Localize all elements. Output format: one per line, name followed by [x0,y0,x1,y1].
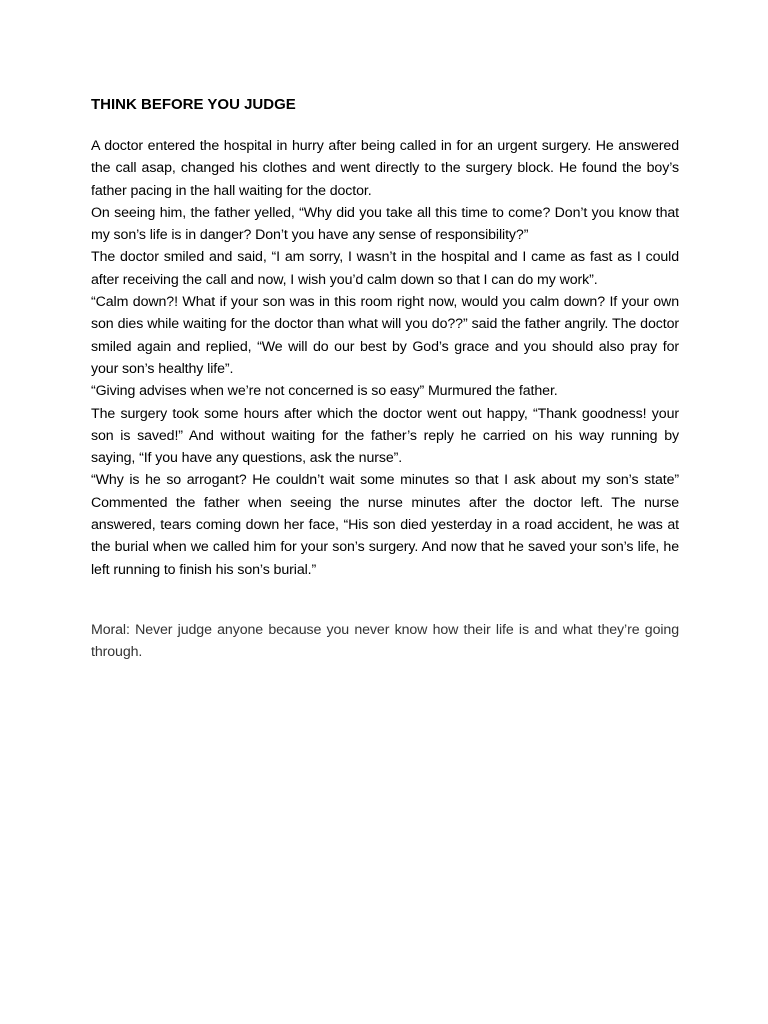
moral-text: Moral: Never judge anyone because you never know how their life is and what they’re going through. [91,621,679,661]
story-paragraph-7: “Why is he so arrogant? He couldn’t wait some minutes so that I ask about my son’s state” Commented the father when seeing the nurse minutes after the doctor left. The nurse answered, tears coming down her face, “His son died yesterday in a road accident, he was at the burial when we called him for your son’s surgery. And now that he saved your son’s life, he left running to finish his son’s burial.” [91,472,679,578]
story-body [91,135,679,581]
story-paragraph-1: A doctor entered the hospital in hurry after being called in for an urgent surgery. He answered the call asap, changed his clothes and went directly to the surgery block. He found the boy’s father pacing in the hall waiting for the doctor. [91,138,679,199]
story-paragraph-3: The doctor smiled and said, “I am sorry, I wasn’t in the hospital and I came as fast as I could after receiving the call and now, I wish you’d calm down so that I can do my work”. [91,249,679,288]
document-page [91,94,679,664]
document-title: THINK BEFORE YOU JUDGE [91,96,296,113]
story-paragraph-5: “Giving advises when we’re not concerned is so easy” Murmured the father. [91,383,558,400]
story-paragraph-6: The surgery took some hours after which the doctor went out happy, “Thank goodness! your son is saved!” And without waiting for the father’s reply he carried on his way running by saying, “If you have any questions, ask the nurse”. [91,405,679,467]
story-paragraph-4: “Calm down?! What if your son was in this room right now, would you calm down? If your own son dies while waiting for the doctor than what will you do??” said the father angrily. The doctor smiled again and replied, “We will do our best by God’s grace and you should also pray for your son’s healthy life”. [91,294,679,377]
story-paragraph-2: On seeing him, the father yelled, “Why did you take all this time to come? Don’t you know that my son’s life is in danger? Don’t you have any sense of responsibility?” [91,204,679,244]
